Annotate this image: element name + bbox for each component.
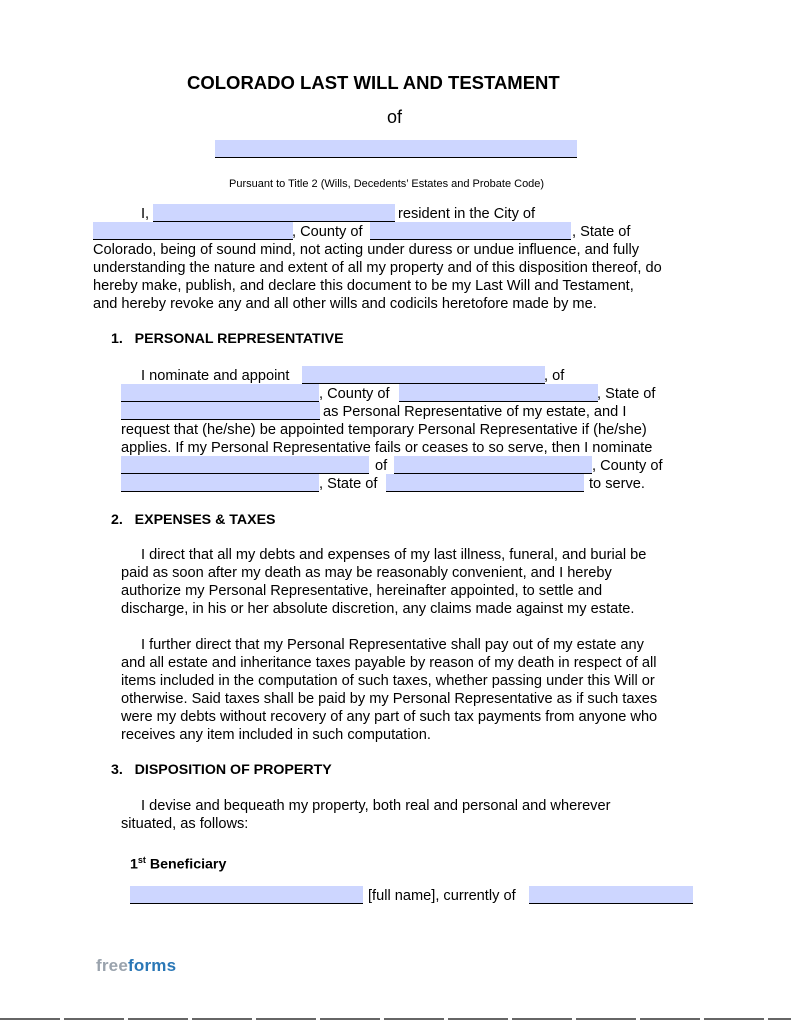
pr-state-field[interactable] (121, 402, 320, 420)
s1-nominate-label: I nominate and appoint (141, 368, 290, 384)
intro-city-field[interactable] (93, 222, 293, 240)
document-title: COLORADO LAST WILL AND TESTAMENT (187, 72, 560, 93)
section-1-heading: 1. PERSONAL REPRESENTATIVE (111, 331, 344, 347)
s1-state-label: , State of (597, 386, 656, 402)
intro-line-5: hereby make, publish, and declare this document to be my Last Will and Testament, (93, 278, 634, 294)
intro-county-field[interactable] (370, 222, 571, 240)
s2-p1-line-1: I direct that all my debts and expenses of my last illness, funeral, and burial be (141, 547, 647, 563)
s1-county-label: , County of (319, 386, 390, 402)
s1-of-label: , of (544, 368, 565, 384)
s1-line-5: applies. If my Personal Representative fails or ceases to so serve, then I nominate (121, 440, 653, 456)
pr-city-field[interactable] (121, 384, 319, 402)
beneficiary-ordinal: st (137, 855, 146, 865)
pr-county-field[interactable] (399, 384, 598, 402)
pr-name-field[interactable] (302, 366, 545, 384)
alt-county-field[interactable] (121, 474, 319, 492)
alt-state-field[interactable] (386, 474, 584, 492)
intro-name-field[interactable] (153, 204, 395, 222)
section-3-heading: 3. DISPOSITION OF PROPERTY (111, 762, 332, 778)
s1-state2-label: , State of (319, 476, 378, 492)
beneficiary-label: Beneficiary (145, 856, 227, 873)
s2-p2-line-6: receives any item included in such computation. (121, 727, 431, 743)
s3-p1-line-2: situated, as follows: (121, 816, 249, 832)
beneficiary-1-name-field[interactable] (130, 886, 363, 904)
s2-p1-line-4: discharge, in his or her absolute discretion, any claims made against my estate. (121, 601, 635, 617)
s1-of2-label: of (375, 458, 388, 474)
beneficiary-number: 1 (130, 856, 138, 873)
beneficiary-1-address-field[interactable] (529, 886, 693, 904)
s2-p1-line-2: paid as soon after my death as may be reasonably convenient, and I hereby (121, 565, 612, 581)
logo-free: free (96, 956, 128, 975)
of-label: of (387, 107, 403, 127)
freeforms-logo (96, 956, 176, 976)
s2-p1-line-3: authorize my Personal Representative, hereinafter appointed, to settle and (121, 583, 603, 599)
pursuant-note: Pursuant to Title 2 (Wills, Decedents’ Estates and Probate Code) (229, 178, 545, 190)
s2-p2-line-2: and all estate and inheritance taxes payable by reason of my death in respect of all (121, 655, 657, 671)
alt-city-field[interactable] (394, 456, 592, 474)
s1-as-pr-label: as Personal Representative of my estate, and I (323, 404, 627, 420)
intro-i: I, (141, 206, 150, 222)
page-bottom-border (0, 1018, 791, 1020)
intro-state-label: , State of (572, 224, 631, 240)
s2-p2-line-5: were my debts without recovery of any part of such tax payments from anyone who (121, 709, 658, 725)
s3-p1-line-1: I devise and bequeath my property, both real and personal and wherever (141, 798, 611, 814)
intro-line-3: Colorado, being of sound mind, not acting under duress or undue influence, and fully (93, 242, 640, 258)
testator-name-field[interactable] (215, 140, 577, 158)
s2-p2-line-4: otherwise. Said taxes shall be paid by my Personal Representative as if such taxes (121, 691, 658, 707)
s1-serve-label: to serve. (589, 476, 645, 492)
intro-line-4: understanding the nature and extent of all my property and of this disposition thereof, do (93, 260, 662, 276)
logo-forms: forms (128, 956, 177, 975)
intro-county-label: , County of (292, 224, 363, 240)
beneficiary-1-fullname-label: [full name], currently of (368, 888, 516, 904)
s1-line-4: request that (he/she) be appointed temporary Personal Representative if (he/she) (121, 422, 647, 438)
intro-line-6: and hereby revoke any and all other wills and codicils heretofore made by me. (93, 296, 597, 312)
section-2-heading: 2. EXPENSES & TAXES (111, 512, 276, 528)
s2-p2-line-1: I further direct that my Personal Representative shall pay out of my estate any (141, 637, 644, 653)
alt-name-field[interactable] (121, 456, 369, 474)
beneficiary-1-heading (130, 851, 226, 874)
intro-resident-label: resident in the City of (398, 206, 536, 222)
s1-county2-label: , County of (592, 458, 663, 474)
s2-p2-line-3: items included in the computation of such taxes, whether passing under this Will or (121, 673, 655, 689)
